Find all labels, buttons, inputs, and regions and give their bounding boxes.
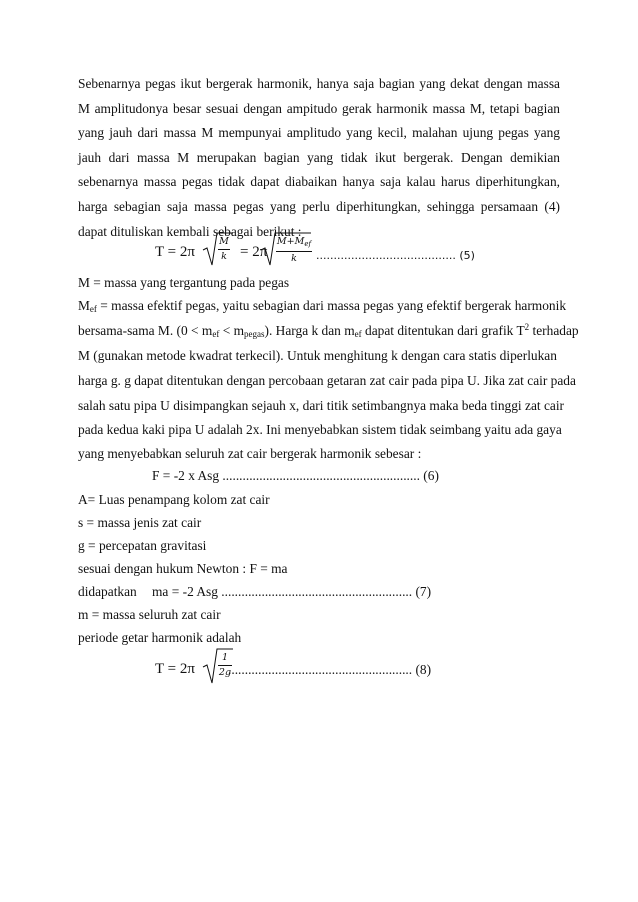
equation-6: F = -2 x Asg ........................................................... (6) <box>152 468 439 483</box>
periode-text: periode getar harmonik adalah <box>78 630 242 645</box>
eq5-fraction-1 <box>218 236 230 263</box>
eq5-mid: = 2π <box>240 244 268 260</box>
def-mef-line-1: $M_{ef}$ = massa efektif pegas, yaitu sebagian dari massa pegas yang efektif bergerak harmonik <box>78 298 567 314</box>
body-line-1: M (gunakan metode kwadrat terkecil). Untuk menghitung k dengan cara statis diperlukan <box>78 348 557 363</box>
eq5-frac2-numerator: $M+M_{ef}$ <box>276 236 312 248</box>
def-s: s = massa jenis zat cair <box>78 515 202 530</box>
eq5-frac1-denominator: k <box>221 251 227 262</box>
body-line-4: pada kedua kaki pipa U adalah 2x. Ini menyebabkan sistem tidak seimbang yaitu ada gaya <box>78 422 562 437</box>
eq8-denominator: 2g <box>218 667 232 678</box>
eq8-numerator: 1 <box>221 652 229 663</box>
def-mef-line-2: bersama-sama M. $(0 < m_{ef} < m_{pegas})$. Harga k dan $m_{ef}$ dapat ditentukan dari grafik $T^2$ terhadap <box>78 322 579 339</box>
eq5-frac2-denominator: k <box>291 253 297 264</box>
eq5-frac1-numerator: M <box>219 236 229 247</box>
def-A: A= Luas penampang kolom zat cair <box>78 492 270 507</box>
body-line-3: salah satu pipa U disimpangkan sejauh x, dari titik setimbangnya maka beda tinggi zat cair <box>78 398 565 413</box>
eq5-fraction-2 <box>276 236 312 265</box>
newton-law: sesuai dengan hukum Newton : F = ma <box>78 561 288 576</box>
def-g: g = percepatan gravitasi <box>78 538 207 553</box>
eq7-label: didapatkan <box>78 584 137 599</box>
eq5-lhs: T = 2π <box>155 244 195 260</box>
equation-7: ma = -2 Asg ......................................................... (7) <box>152 584 432 599</box>
eq5-label: ........................................ (5) <box>316 249 475 262</box>
body-line-5: yang menyebabkan seluruh zat cair bergerak harmonik sebesar : <box>78 446 422 461</box>
eq8-label: ....................................................... (8) <box>228 662 432 677</box>
intro-paragraph: Sebenarnya pegas ikut bergerak harmonik, hanya saja bagian yang dekat dengan massa M amplitudonya besar sesuai dengan ampitudo gerak harmonik massa M, tetapi bagian yang jauh dari massa M mempunyai amplitudo yang kecil, malahan ujung pegas yang jauh dari massa M merupakan bagian yang tidak ikut bergerak. Dengan demikian sebenarnya massa pegas tidak dapat diabaikan hanya saja kalau harus diperhitungkan, harga sebagian saja massa pegas yang perlu diperhitungkan, sehingga persamaan (4) dapat dituliskan kembali sebagai berikut : <box>78 76 560 239</box>
def-m: m = massa seluruh zat cair <box>78 607 221 622</box>
eq8-lhs: T = 2π <box>155 661 195 677</box>
def-M: M = massa yang tergantung pada pegas <box>78 275 290 290</box>
body-line-2: harga g. g dapat ditentukan dengan percobaan getaran zat cair pada pipa U. Jika zat cair pada <box>78 373 576 388</box>
